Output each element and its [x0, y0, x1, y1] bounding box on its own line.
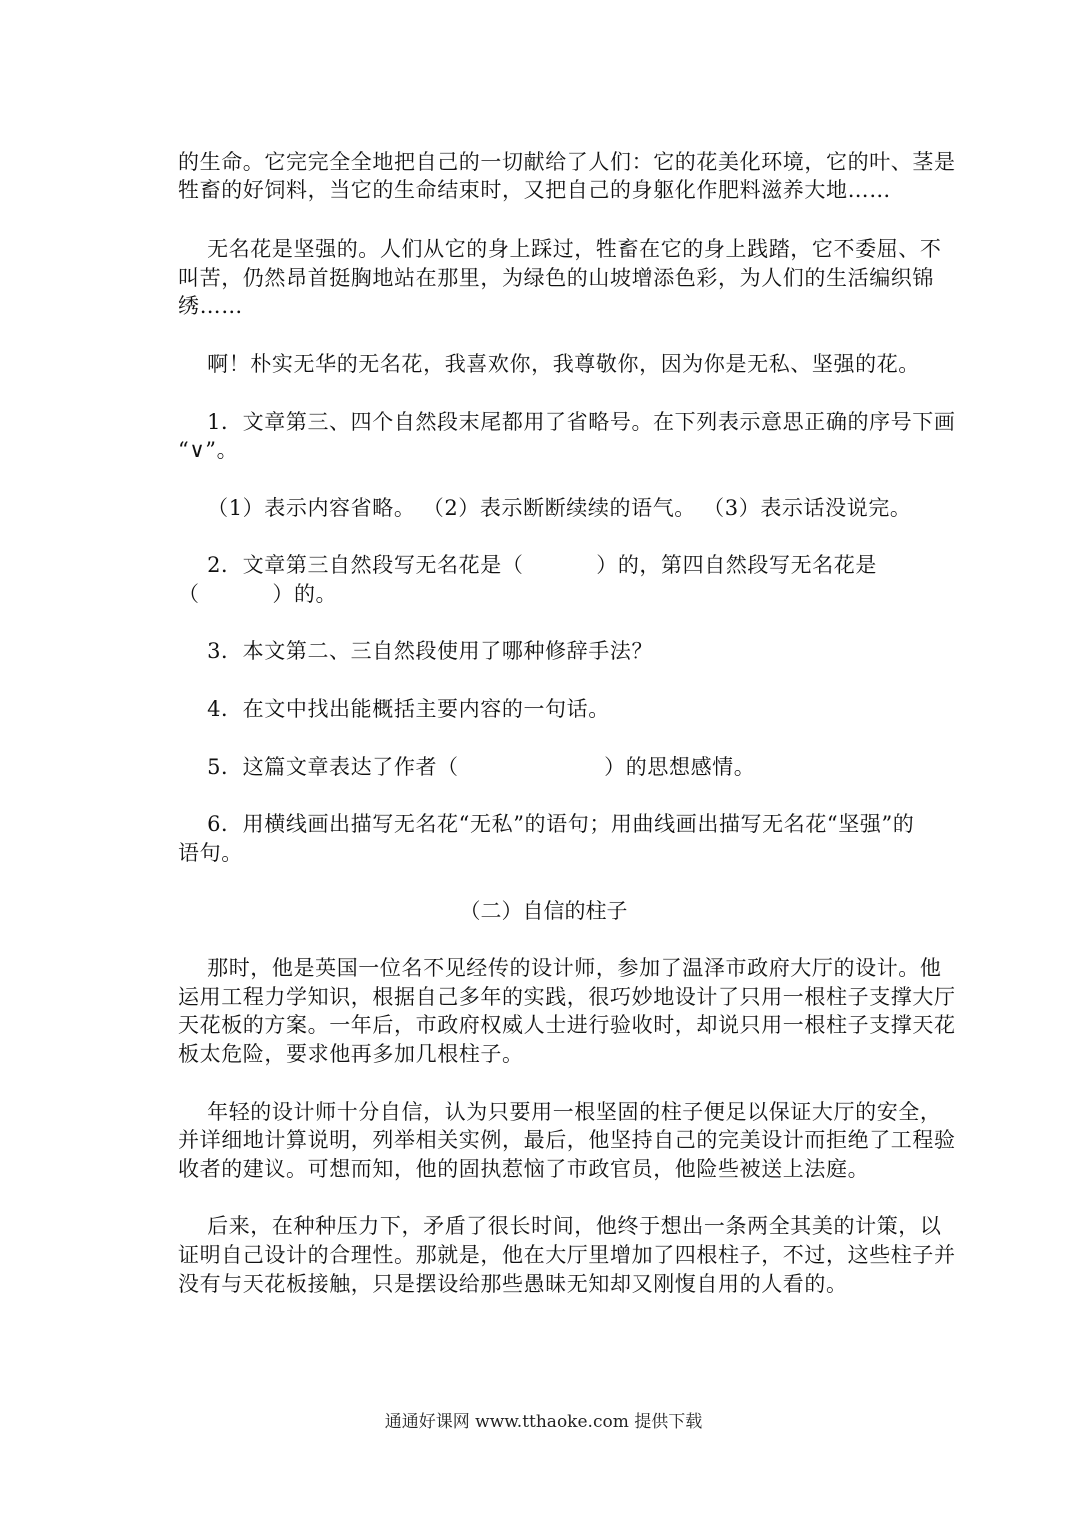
text-line: 年轻的设计师十分自信，认为只要用一根坚固的柱子便足以保证大厅的安全，: [178, 1100, 942, 1124]
text-line: 板太危险，要求他再多加几根柱子。: [178, 1042, 524, 1066]
section-title: （二）自信的柱子: [459, 899, 628, 923]
text-line: 牲畜的好饲料，当它的生命结束时，又把自己的身躯化作肥料滋养大地……: [178, 178, 891, 202]
text-line: 啊！朴实无华的无名花，我喜欢你，我尊敬你，因为你是无私、坚强的花。: [178, 352, 920, 376]
question-2: 2．文章第三自然段写无名花是（ ）的，第四自然段写无名花是: [178, 553, 878, 577]
text-line: 证明自己设计的合理性。那就是，他在大厅里增加了四根柱子，不过，这些柱子并: [178, 1243, 956, 1267]
text-line: 并详细地计算说明，列举相关实例，最后，他坚持自己的完美设计而拒绝了工程验: [178, 1128, 956, 1152]
text-line: 那时，他是英国一位名不见经传的设计师，参加了温泽市政府大厅的设计。他: [178, 956, 942, 980]
text-line: （ ）的。: [178, 582, 338, 606]
text-line: 绣……: [178, 294, 243, 318]
text-line: 后来，在种种压力下，矛盾了很长时间，他终于想出一条两全其美的计策，以: [178, 1214, 942, 1238]
text-line: 运用工程力学知识，根据自己多年的实践，很巧妙地设计了只用一根柱子支撑大厅: [178, 985, 956, 1009]
text-line: 收者的建议。可想而知，他的固执惹恼了市政官员，他险些被送上法庭。: [178, 1157, 870, 1181]
question-4: 4．在文中找出能概括主要内容的一句话。: [178, 697, 610, 721]
text-line: 语句。: [178, 841, 243, 865]
text-line: 无名花是坚强的。人们从它的身上踩过，牲畜在它的身上践踏，它不委屈、不: [178, 237, 942, 261]
text-line: 叫苦，仍然昂首挺胸地站在那里，为绿色的山坡增添色彩，为人们的生活编织锦: [178, 266, 934, 290]
text-line: 天花板的方案。一年后，市政府权威人士进行验收时，却说只用一根柱子支撑天花: [178, 1013, 956, 1037]
question-1-options: （1）表示内容省略。 （2）表示断断续续的语气。 （3）表示话没说完。: [178, 496, 912, 520]
page-footer: 通通好课网 www.tthaoke.com 提供下载: [384, 1412, 703, 1432]
text-line: 的生命。它完完全全地把自己的一切献给了人们：它的花美化环境，它的叶、茎是: [178, 150, 956, 174]
question-5: 5．这篇文章表达了作者（ ）的思想感情。: [178, 755, 756, 779]
question-6: 6．用横线画出描写无名花“无私”的语句；用曲线画出描写无名花“坚强”的: [178, 812, 915, 836]
question-1: 1．文章第三、四个自然段末尾都用了省略号。在下列表示意思正确的序号下画: [178, 410, 956, 434]
text-line: 没有与天花板接触，只是摆设给那些愚昧无知却又刚愎自用的人看的。: [178, 1272, 848, 1296]
question-3: 3．本文第二、三自然段使用了哪种修辞手法？: [178, 639, 654, 663]
text-line: “∨”。: [178, 438, 239, 462]
